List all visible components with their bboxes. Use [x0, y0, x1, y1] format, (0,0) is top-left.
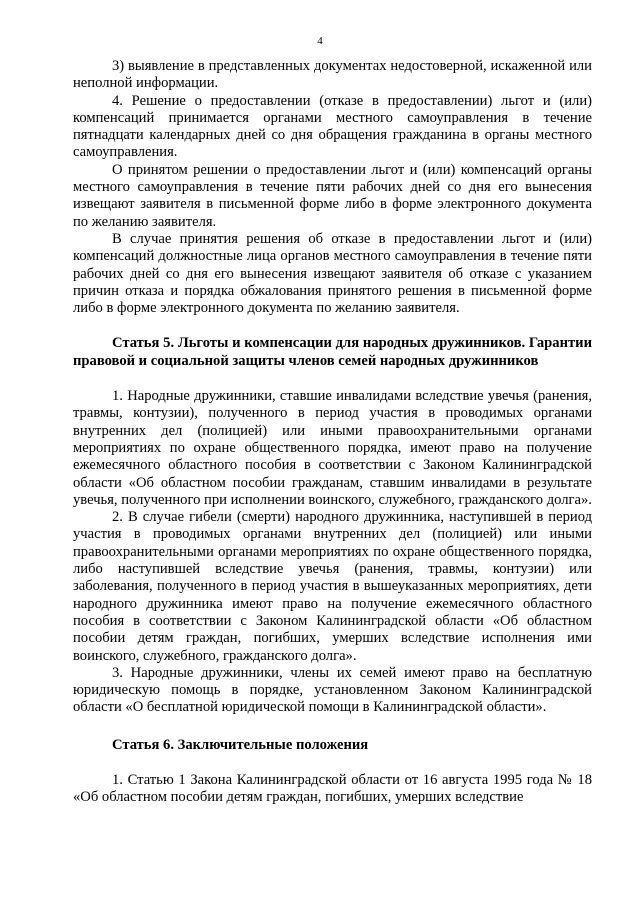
- page-number: 4: [317, 35, 323, 47]
- paragraph-refusal-notice: В случае принятия решения об отказе в предоставлении льгот и (или) компенсаций должностные лица органов местного самоуправления в течение пяти рабочих дней со дня его вынесения извещают заявителя об отказе с указанием причин отказа и порядка обжалования принятого решения в письменной форме либо в форме электронного документа по желанию заявителя.: [73, 230, 592, 317]
- article-5-paragraph-2: 2. В случае гибели (смерти) народного дружинника, наступившей в период участия в проводимых органами внутренних дел (полицией) или иными правоохранительными органами мероприятиях по охране общественного порядка, либо наступившей вследствие увечья (ранения, травмы, контузии) или заболевания, полученного в период участия в вышеуказанных мероприятиях, дети народного дружинника имеют право на получение ежемесячного областного пособия в соответствии с Законом Калининградской области «Об областном пособии детям граждан, погибших, умерших вследствие исполнения ими воинского, служебного, гражданского долга».: [73, 509, 592, 664]
- document-body: [73, 58, 592, 807]
- article-5-paragraph-3: 3. Народные дружинники, члены их семей имеют право на бесплатную юридическую помощь в порядке, установленном Законом Калининградской области «О бесплатной юридической помощи в Калининградской области».: [73, 664, 592, 716]
- paragraph-item-3: 3) выявление в представленных документах недостоверной, искаженной или неполной информации.: [73, 58, 592, 92]
- article-5-heading: Статья 5. Льготы и компенсации для народных дружинников. Гарантии правовой и социальной защиты членов семей народных дружинников: [73, 335, 592, 369]
- paragraph-decision-notice: О принятом решении о предоставлении льгот и (или) компенсаций органы местного самоуправления в течение пяти рабочих дней со дня его вынесения извещают заявителя в письменной форме либо в форме электронного документа по желанию заявителя.: [73, 161, 592, 230]
- paragraph-decision-term: 4. Решение о предоставлении (отказе в предоставлении) льгот и (или) компенсаций принимается органами местного самоуправления в течение пятнадцати календарных дней со дня обращения гражданина в органы местного самоуправления.: [73, 92, 592, 161]
- article-5-paragraph-1: 1. Народные дружинники, ставшие инвалидами вследствие увечья (ранения, травмы, контузии), полученного в период участия в проводимых органами внутренних дел (полицией) или иными правоохранительными органами мероприятиях по охране общественного порядка, имеют право на получение ежемесячного областного пособия в соответствии с Законом Калининградской области «Об областном пособии гражданам, ставшим инвалидами в результате увечья, полученного при исполнении воинского, служебного, гражданского долга».: [73, 388, 592, 508]
- article-6-heading: Статья 6. Заключительные положения: [112, 736, 369, 753]
- article-6-paragraph-1: 1. Статью 1 Закона Калининградской области от 16 августа 1995 года № 18 «Об областном пособии детям граждан, погибших, умерших вследствие: [73, 771, 592, 806]
